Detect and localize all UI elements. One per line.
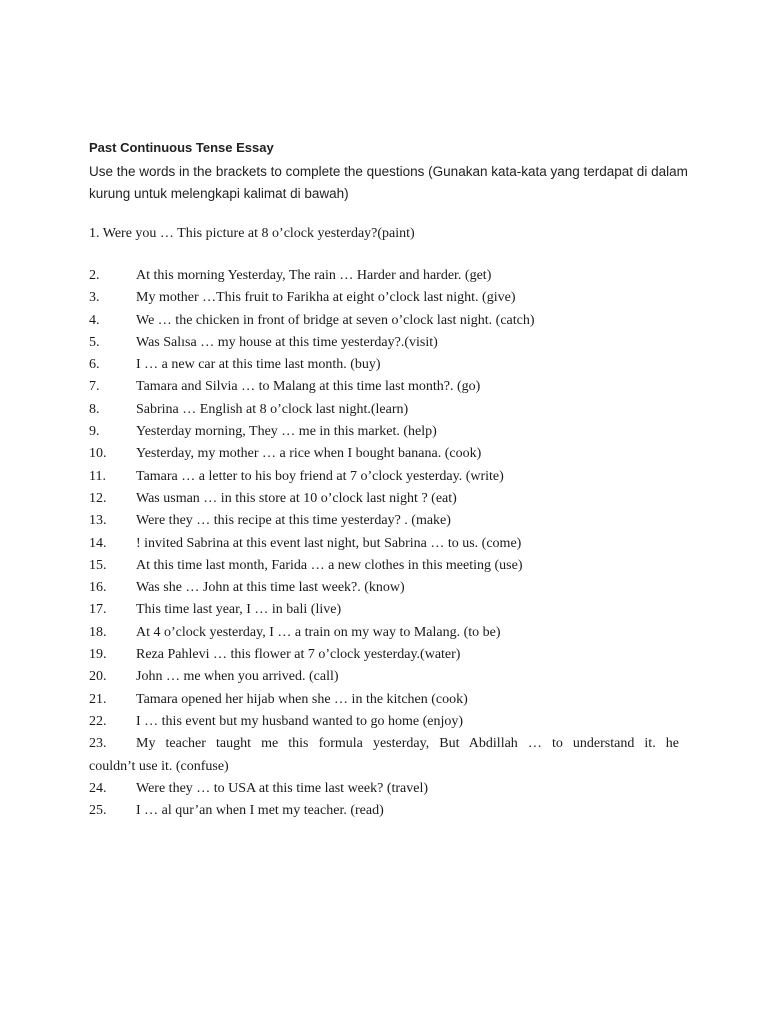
question-item [89,644,679,666]
question-1: 1. Were you … This picture at 8 o’clock yesterday?(paint) [89,226,415,241]
question-item [89,711,679,733]
question-item [89,332,679,354]
question-text: Reza Pahlevi … this flower at 7 o’clock yesterday.(water) [136,647,461,663]
question-item [89,310,679,332]
question-number: 11. [89,468,106,484]
question-number: 5. [89,334,100,350]
question-number: 2. [89,268,100,283]
question-item [89,800,679,822]
question-number: 22. [89,713,107,729]
question-number: 6. [89,357,100,373]
question-text: Was usman … in this store at 10 o’clock last night ? (eat) [136,490,457,506]
question-number: 15. [89,557,107,573]
question-text: Were they … to USA at this time last week? (travel) [136,780,429,796]
question-item [89,265,679,287]
question-number: 21. [89,691,107,707]
question-item [89,510,679,532]
question-number: 18. [89,624,107,640]
question-number: 17. [89,602,107,618]
question-text: We … the chicken in front of bridge at seven o’clock last night. (catch) [136,312,535,328]
question-item [89,666,679,688]
question-number: 10. [89,446,107,462]
document-title: Past Continuous Tense Essay [89,140,274,155]
question-text: I … al qur’an when I met my teacher. (read) [136,803,384,819]
question-number: 24. [89,780,107,796]
question-text: My teacher taught me this formula yesterday, But Abdillah … to understand it. he [136,736,679,752]
question-text: Tamara and Silvia … to Malang at this time last month?. (go) [136,379,481,395]
question-item [89,599,679,621]
question-number: 25. [89,803,107,819]
question-item [89,533,679,555]
question-item [89,555,679,577]
question-text: ! invited Sabrina at this event last night, but Sabrina … to us. (come) [136,535,522,551]
question-item [89,466,679,488]
instructions-text: Use the words in the brackets to complete the questions (Gunakan kata-kata yang terdapat di dalam kurung untuk melengkapi kalimat di bawah) [89,164,688,201]
question-number: 3. [89,290,100,306]
question-text: At 4 o’clock yesterday, I … a train on my way to Malang. (to be) [136,624,501,640]
question-text: My mother …This fruit to Farikha at eight o’clock last night. (give) [136,290,516,306]
question-text: Yesterday, my mother … a rice when I bought banana. (cook) [136,446,482,462]
question-number: 4. [89,312,100,328]
question-text-block [89,733,679,778]
question-item [89,488,679,510]
question-text: Was Salısa … my house at this time yesterday?.(visit) [136,334,438,350]
question-list [89,265,679,822]
question-item [89,733,679,778]
question-number: 19. [89,647,107,663]
question-item [89,354,679,376]
question-text: Was she … John at this time last week?. (know) [136,580,405,596]
question-text: Yesterday morning, They … me in this market. (help) [136,424,437,440]
question-item [89,287,679,309]
question-text: I … this event but my husband wanted to go home (enjoy) [136,713,463,729]
question-number: 23. [89,736,107,752]
question-number: 14. [89,535,107,551]
question-number: 9. [89,424,100,440]
question-item [89,689,679,711]
question-number: 12. [89,490,107,506]
question-item [89,778,679,800]
question-text: I … a new car at this time last month. (buy) [136,357,381,373]
question-text: Tamara … a letter to his boy friend at 7 o’clock yesterday. (write) [136,468,504,484]
question-text: At this morning Yesterday, The rain … Harder and harder. (get) [136,268,492,283]
question-item [89,622,679,644]
question-item [89,376,679,398]
question-number: 7. [89,379,100,395]
question-text: Tamara opened her hijab when she … in the kitchen (cook) [136,691,468,707]
question-text: Sabrina … English at 8 o’clock last night.(learn) [136,401,409,417]
question-text: Were they … this recipe at this time yesterday? . (make) [136,513,451,529]
question-item [89,421,679,443]
question-text-continued: couldn’t use it. (confuse) [89,758,229,774]
question-item [89,443,679,465]
question-item [89,399,679,421]
question-text: At this time last month, Farida … a new clothes in this meeting (use) [136,557,523,573]
question-number: 8. [89,401,100,417]
question-number: 16. [89,580,107,596]
question-number: 20. [89,669,107,685]
question-item [89,577,679,599]
question-text: This time last year, I … in bali (live) [136,602,342,618]
question-text: John … me when you arrived. (call) [136,669,339,685]
question-number: 13. [89,513,107,529]
